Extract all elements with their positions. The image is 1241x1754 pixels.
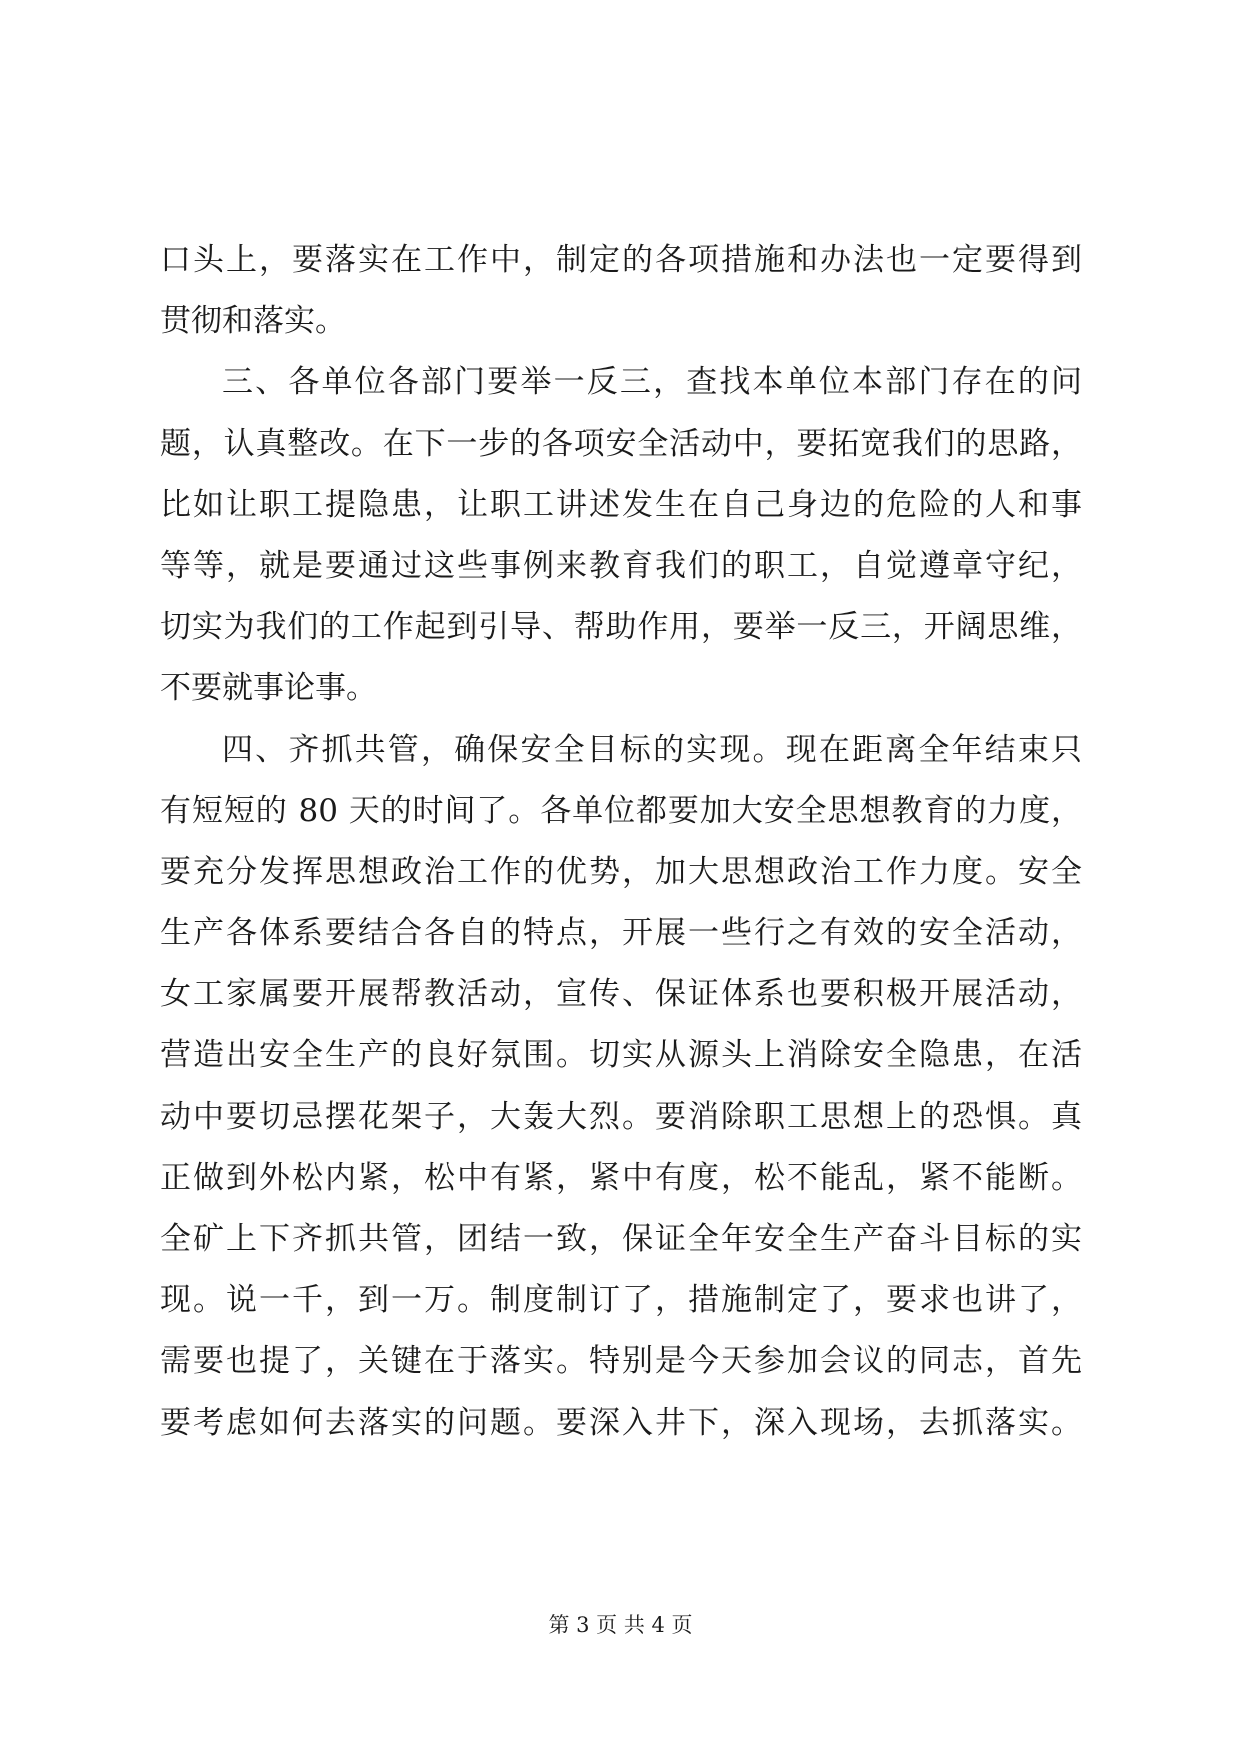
page-footer [0,1610,1241,1640]
text-line: 口头上，要落实在工作中，制定的各项措施和办法也一定要得到 [160,242,1082,278]
text-line: 营造出安全生产的良好氛围。切实从源头上消除安全隐患，在活 [160,1037,1082,1074]
text-line: 动中要切忌摆花架子，大轰大烈。要消除职工思想上的恐惧。真 [160,1098,1082,1135]
text-line: 全矿上下齐抓共管，团结一致，保证全年安全生产奋斗目标的实 [160,1221,1082,1257]
text-line: 需要也提了，关键在于落实。特别是今天参加会议的同志，首先 [160,1343,1082,1380]
text-line: 贯彻和落实。 [160,303,346,340]
text-line: 不要就事论事。 [160,670,377,707]
text-line: 正做到外松内紧，松中有紧，紧中有度，松不能乱，紧不能断。 [160,1159,1082,1196]
text-line: 三、各单位各部门要举一反三，查找本单位本部门存在的问 [222,364,1082,401]
document-body [160,230,1082,1454]
text-line: 比如让职工提隐患，让职工讲述发生在自己身边的危险的人和事 [160,486,1082,523]
paragraph-section-four [160,720,1082,1454]
text-line: 题，认真整改。在下一步的各项安全活动中，要拓宽我们的思路， [160,425,1082,462]
text-line: 等等，就是要通过这些事例来教育我们的职工，自觉遵章守纪， [160,547,1082,584]
text-line: 生产各体系要结合各自的特点，开展一些行之有效的安全活动， [160,915,1082,952]
text-line: 切实为我们的工作起到引导、帮助作用，要举一反三，开阔思维， [160,609,1082,646]
paragraph-continuation [160,230,1082,352]
text-line: 有短短的 80 天的时间了。各单位都要加大安全思想教育的力度， [160,792,1082,829]
text-line: 四、齐抓共管，确保安全目标的实现。现在距离全年结束只 [222,731,1082,768]
text-line: 要考虑如何去落实的问题。要深入井下，深入现场，去抓落实。 [160,1404,1082,1441]
text-line: 要充分发挥思想政治工作的优势，加大思想政治工作力度。安全 [160,853,1082,890]
page-number: 第 3 页 共 4 页 [548,1613,693,1637]
paragraph-section-three [160,352,1082,719]
text-line: 现。说一千，到一万。制度制订了，措施制定了，要求也讲了， [160,1282,1082,1319]
text-line: 女工家属要开展帮教活动，宣传、保证体系也要积极开展活动， [160,976,1082,1013]
